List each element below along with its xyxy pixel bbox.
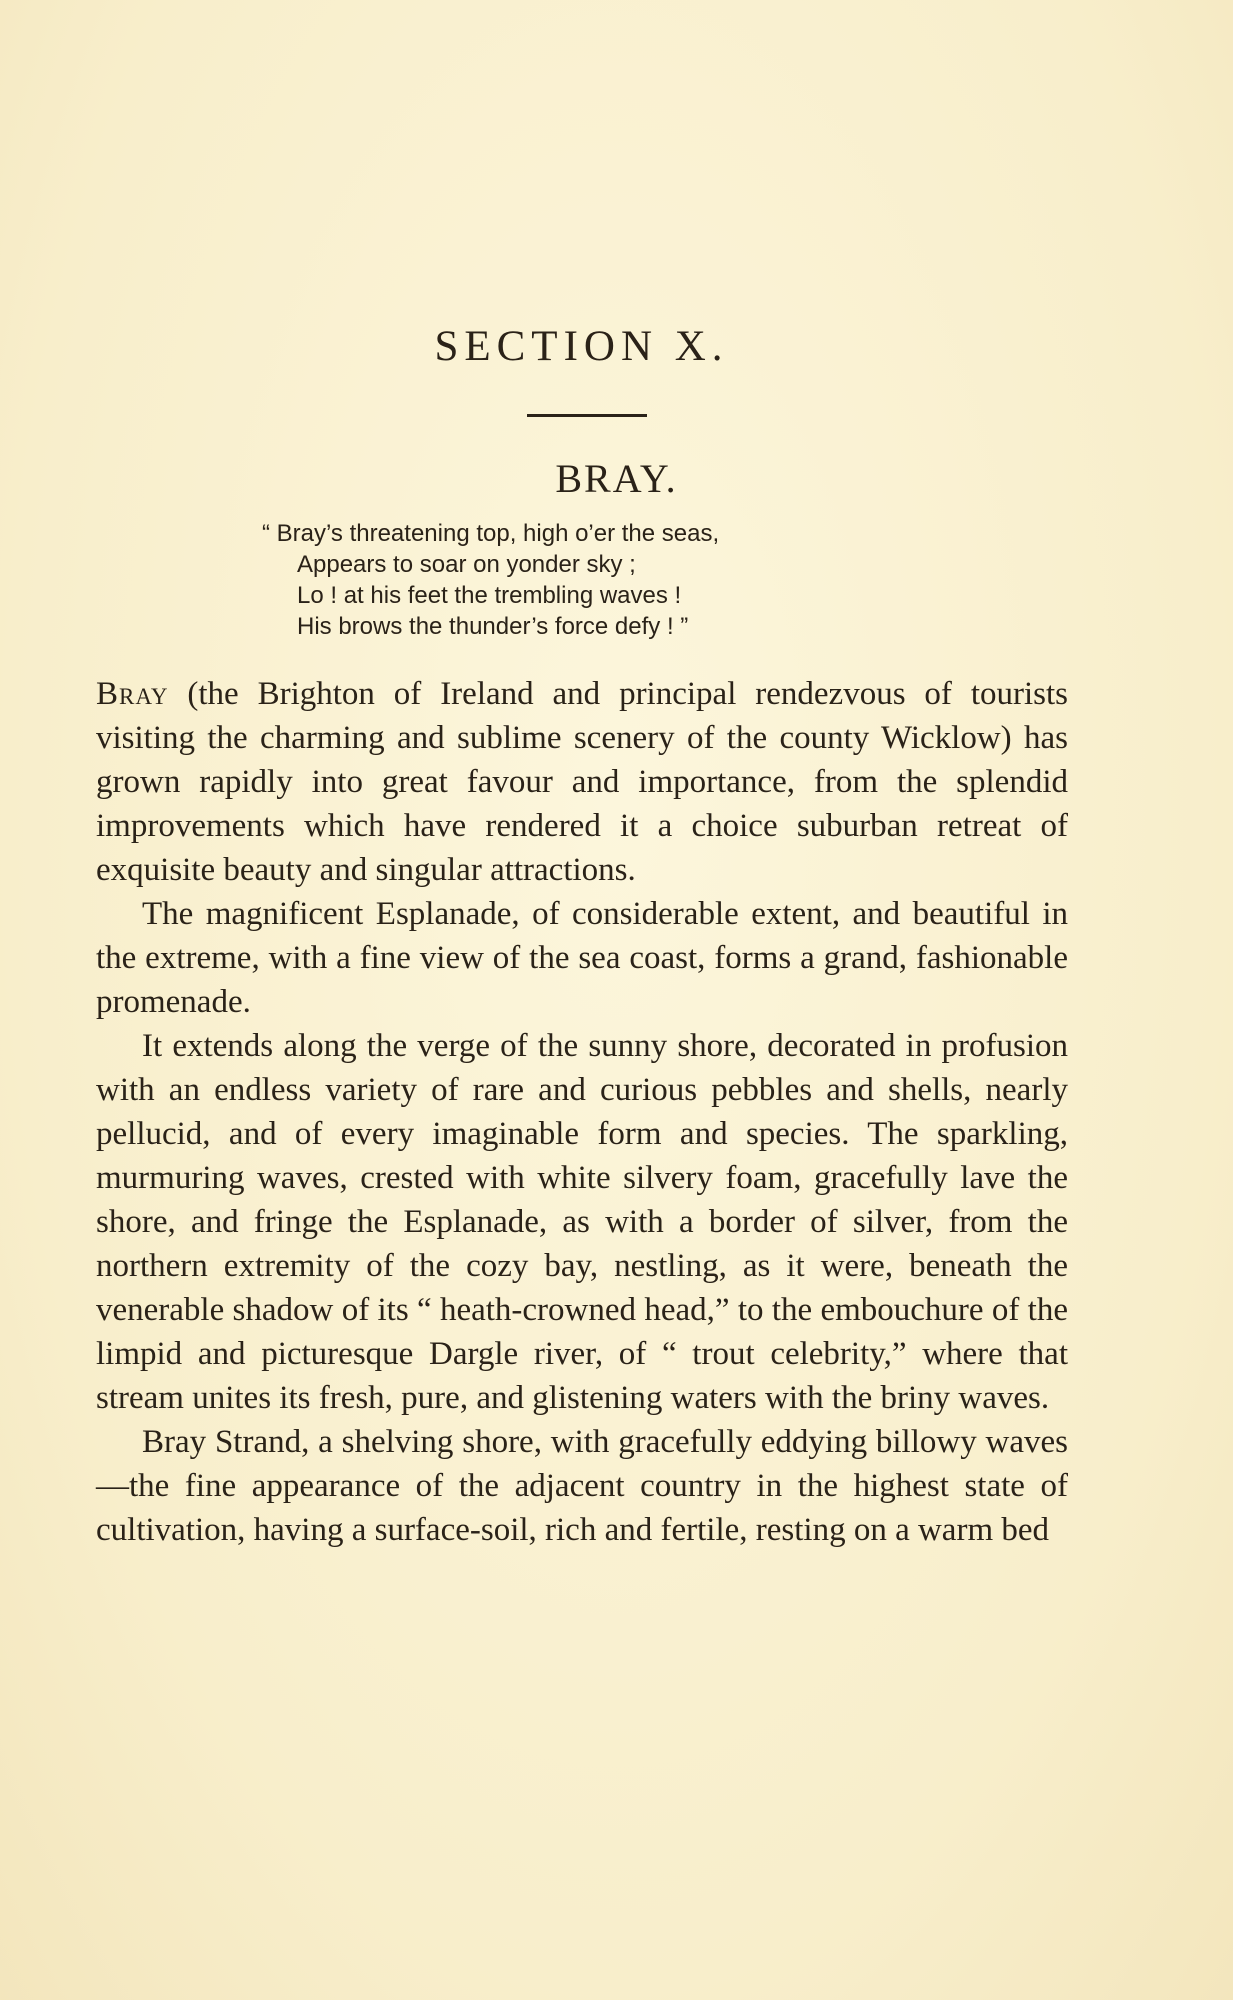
paragraph-text: The magnificent Esplanade, of considerable extent, and beautiful in the extreme, with a fine view of the sea coast, forms a grand, fashionable promenade. <box>96 896 1068 1020</box>
paragraph-text: (the Brighton of Ireland and principal rendezvous of tourists visiting the charming and sublime scenery of the county Wicklow) has grown rapidly into great favour and importance, from the splendid improvements which have rendered it a choice suburban retreat of exquisite beauty and singular attractions. <box>96 676 1068 888</box>
epigraph-line: “ Bray’s threatening top, high o’er the seas, <box>262 520 720 547</box>
epigraph-line: Appears to soar on yonder sky ; <box>297 551 636 578</box>
paragraph <box>96 1420 1068 1552</box>
paragraph <box>96 672 1068 892</box>
epigraph-line: His brows the thunder’s force defy ! ” <box>297 613 689 640</box>
paragraph-text: Bray Strand, a shelving shore, with gracefully eddying billowy waves—the fine appearance of the adjacent country in the highest state of cultivation, having a surface-soil, rich and fertile, resting on a warm bed <box>96 1424 1068 1548</box>
heading-rule <box>527 414 647 417</box>
paragraph-lead-word: Bray <box>96 676 169 712</box>
epigraph-line: Lo ! at his feet the trembling waves ! <box>297 582 682 609</box>
body-text <box>96 672 1068 1552</box>
epigraph-verse <box>262 518 962 642</box>
paragraph <box>96 892 1068 1024</box>
chapter-title: BRAY. <box>555 456 678 501</box>
section-heading: SECTION X. <box>434 323 729 370</box>
paragraph <box>96 1024 1068 1420</box>
paragraph-text: It extends along the verge of the sunny shore, decorated in profusion with an endless variety of rare and curious pebbles and shells, nearly pellucid, and of every imaginable form and species. The sparkling, murmuring waves, crested with white silvery foam, gracefully lave the shore, and fringe the Esplanade, as with a border of silver, from the northern extremity of the cozy bay, nestling, as it were, beneath the venerable shadow of its “ heath-crowned head,” to the embouchure of the limpid and picturesque Dargle river, of “ trout celebrity,” where that stream unites its fresh, pure, and glistening waters with the briny waves. <box>96 1028 1068 1416</box>
